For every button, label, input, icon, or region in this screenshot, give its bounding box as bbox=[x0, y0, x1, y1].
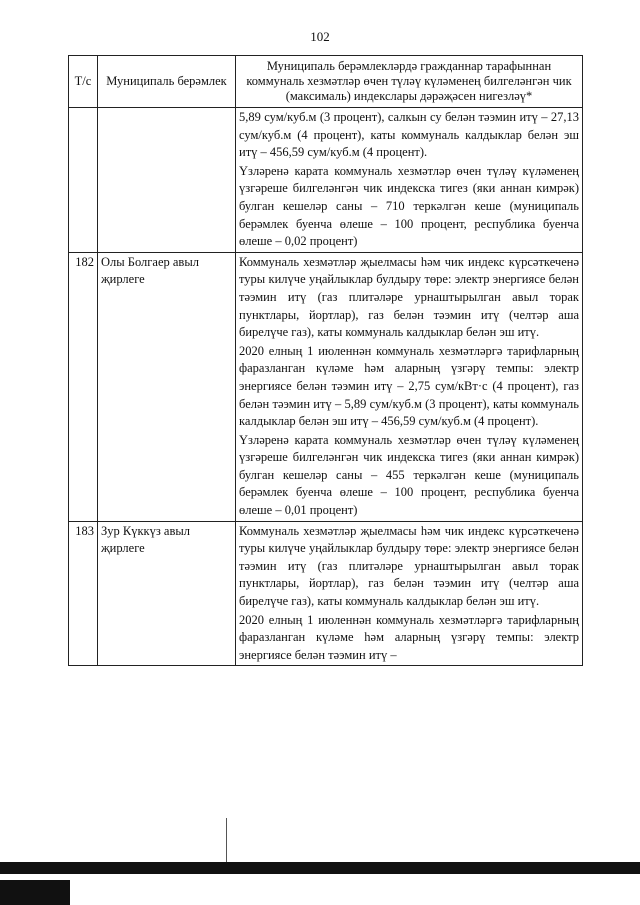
scan-edge-bar bbox=[0, 862, 640, 874]
row-number: 182 bbox=[69, 252, 98, 521]
row-municipality: Зур Күккүз авыл җирлеге bbox=[98, 521, 236, 666]
paragraph: Коммуналь хезмәтләр җыелмасы һәм чик индекс күрсәткеченә туры килүче уңайлыклар булдыру төре: электр энергиясе белән тәэмин итү (газ плитәләре урнаштырылган авыл торак пунктлары, йортлар), газ белән тәэмин итү (челтәр аша бирелүче газ), каты коммуналь калдыклар белән эш итү. bbox=[239, 523, 579, 609]
tariff-index-table bbox=[68, 55, 583, 666]
row-municipality: Олы Болгаер авыл җирлеге bbox=[98, 252, 236, 521]
paragraph: 2020 елның 1 июленнән коммуналь хезмәтләргә тарифларның фаразланган күләме һәм аларның үзгәрү темпы: электр энергиясе белән тәэмин итү – 2,75 сум/кВт·с (4 процент), газ белән тәэмин итү – 5,89 сум/куб.м (3 процент), каты коммуналь калдыклар белән эш итү – 456,59 сум/куб.м (4 процент). bbox=[239, 343, 579, 429]
table-row bbox=[69, 521, 583, 666]
row-index-description bbox=[236, 521, 583, 666]
page-number: 102 bbox=[310, 29, 330, 44]
scan-artifact-line bbox=[226, 818, 227, 862]
paragraph: Үзләренә карата коммуналь хезмәтләр өчен түләү күләменең үзгәреше билгеләнгән чик индекска тигез (яки аннан кимрәк) булган кешеләр саны – 455 теркәлгән кеше (муниципаль берәмлек буенча өлеше – 100 процент, республика буенча өлеше – 0,01 процент) bbox=[239, 432, 579, 518]
header-municipality: Муниципаль берәмлек bbox=[98, 56, 236, 108]
paragraph: Коммуналь хезмәтләр җыелмасы һәм чик индекс күрсәткеченә туры килүче уңайлыклар булдыру төре: электр энергиясе белән тәэмин итү (газ плитәләре урнаштырылган авыл торак пунктлары, йортлар), газ белән тәэмин итү (челтәр аша бирелүче газ), каты коммуналь калдыклар белән эш итү. bbox=[239, 254, 579, 340]
scan-edge-corner bbox=[0, 880, 70, 905]
table-row bbox=[69, 252, 583, 521]
paragraph: Үзләренә карата коммуналь хезмәтләр өчен түләү күләменең үзгәреше билгеләнгән чик индекска тигез (яки аннан кимрәк) булган кешеләр саны – 710 теркәлгән кеше (муниципаль берәмлек буенча өлеше – 100 процент, республика буенча өлеше – 0,02 процент) bbox=[239, 163, 579, 249]
row-number bbox=[69, 108, 98, 253]
row-index-description bbox=[236, 252, 583, 521]
header-num: Т/с bbox=[69, 56, 98, 108]
table-header-row bbox=[69, 56, 583, 108]
paragraph: 5,89 сум/куб.м (3 процент), салкын су белән тәэмин итү – 27,13 сум/куб.м (4 процент), каты коммуналь калдыклар белән эш итү – 456,59 сум/куб.м (4 процент). bbox=[239, 110, 579, 160]
row-municipality bbox=[98, 108, 236, 253]
row-index-description bbox=[236, 108, 583, 253]
row-number: 183 bbox=[69, 521, 98, 666]
header-index: Муниципаль берәмлекләрдә гражданнар тарафыннан коммуналь хезмәтләр өчен түләү күләменең билгеләнгән чик (максималь) индекслары дәрәҗәсен нигезләү* bbox=[236, 56, 583, 108]
paragraph: 2020 елның 1 июленнән коммуналь хезмәтләргә тарифларның фаразланган күләме һәм аларның үзгәрү темпы: электр энергиясе белән тәэмин итү – bbox=[239, 612, 579, 662]
table-row bbox=[69, 108, 583, 253]
